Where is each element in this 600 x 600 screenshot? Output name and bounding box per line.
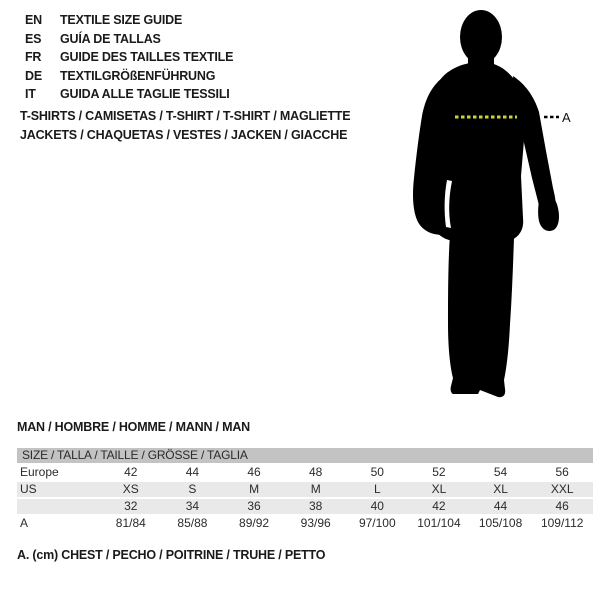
- size-cell: 44: [185, 465, 200, 479]
- size-cell: 38: [285, 498, 347, 515]
- size-cell: XL: [470, 481, 532, 498]
- size-cell: 50: [370, 465, 384, 479]
- language-row: [25, 48, 233, 67]
- size-cell: 46: [247, 465, 261, 479]
- size-cell: 46: [531, 498, 593, 515]
- section-title-man: MAN / HOMBRE / HOMME / MANN / MAN: [17, 420, 250, 434]
- size-cell: 48: [309, 465, 323, 479]
- row-label: A: [17, 515, 100, 531]
- size-cell: L: [347, 481, 409, 498]
- row-label: US: [17, 481, 100, 498]
- row-label: [17, 498, 100, 515]
- table-row-chest-a: [17, 515, 593, 531]
- language-code: ES: [25, 31, 42, 46]
- size-cell: M: [223, 481, 285, 498]
- size-cell: 89/92: [223, 515, 285, 531]
- size-cell: 81/84: [100, 515, 162, 531]
- measurement-a-label: A: [562, 110, 571, 125]
- size-cell: M: [285, 481, 347, 498]
- size-cell: 93/96: [285, 515, 347, 531]
- size-cell: 52: [432, 465, 446, 479]
- size-cell: 109/112: [531, 515, 593, 531]
- size-cell: 42: [408, 498, 470, 515]
- size-table-header: SIZE / TALLA / TAILLE / GRÖSSE / TAGLIA: [17, 448, 593, 463]
- size-cell: 42: [124, 465, 138, 479]
- language-text: TEXTILGRÖßENFÜHRUNG: [60, 68, 216, 83]
- language-row: [25, 85, 233, 104]
- size-cell: 32: [100, 498, 162, 515]
- size-cell: S: [162, 481, 224, 498]
- language-code: DE: [25, 68, 42, 83]
- size-cell: 44: [470, 498, 532, 515]
- size-cell: 40: [347, 498, 409, 515]
- size-cell: XL: [408, 481, 470, 498]
- table-row-europe: [17, 465, 593, 481]
- man-silhouette-shape: [413, 10, 559, 397]
- language-list: [25, 11, 233, 104]
- size-cell: 54: [493, 465, 508, 479]
- table-row-us-numeric: [17, 498, 593, 515]
- man-silhouette-svg: [410, 6, 580, 398]
- language-row: [25, 67, 233, 86]
- size-cell: 56: [555, 465, 569, 479]
- garment-line-tshirts: T-SHIRTS / CAMISETAS / T-SHIRT / T-SHIRT / MAGLIETTE: [20, 109, 351, 123]
- language-text: GUÍA DE TALLAS: [60, 31, 161, 46]
- size-table-section: [17, 448, 593, 531]
- language-code: IT: [25, 87, 36, 101]
- language-code: FR: [25, 50, 42, 64]
- table-row-us: [17, 481, 593, 498]
- row-label: Europe: [20, 465, 59, 479]
- size-cell: XS: [100, 481, 162, 498]
- size-cell: 105/108: [470, 515, 532, 531]
- size-cell: XXL: [531, 481, 593, 498]
- language-text: GUIDE DES TAILLES TEXTILE: [60, 50, 234, 64]
- size-table: [17, 465, 593, 531]
- language-row: [25, 11, 233, 30]
- size-cell: 101/104: [408, 515, 470, 531]
- language-code: EN: [25, 13, 42, 27]
- size-cell: 85/88: [162, 515, 224, 531]
- man-silhouette-figure: [410, 6, 580, 398]
- garment-categories: [20, 107, 350, 144]
- measurement-footnote: A. (cm) CHEST / PECHO / POITRINE / TRUHE / PETTO: [17, 548, 326, 562]
- size-cell: 36: [223, 498, 285, 515]
- language-row: [25, 30, 233, 49]
- language-text: GUIDA ALLE TAGLIE TESSILI: [60, 87, 230, 101]
- size-cell: 97/100: [347, 515, 409, 531]
- garment-line-jackets: JACKETS / CHAQUETAS / VESTES / JACKEN / GIACCHE: [20, 127, 348, 142]
- size-cell: 34: [162, 498, 224, 515]
- language-text: TEXTILE SIZE GUIDE: [60, 13, 183, 27]
